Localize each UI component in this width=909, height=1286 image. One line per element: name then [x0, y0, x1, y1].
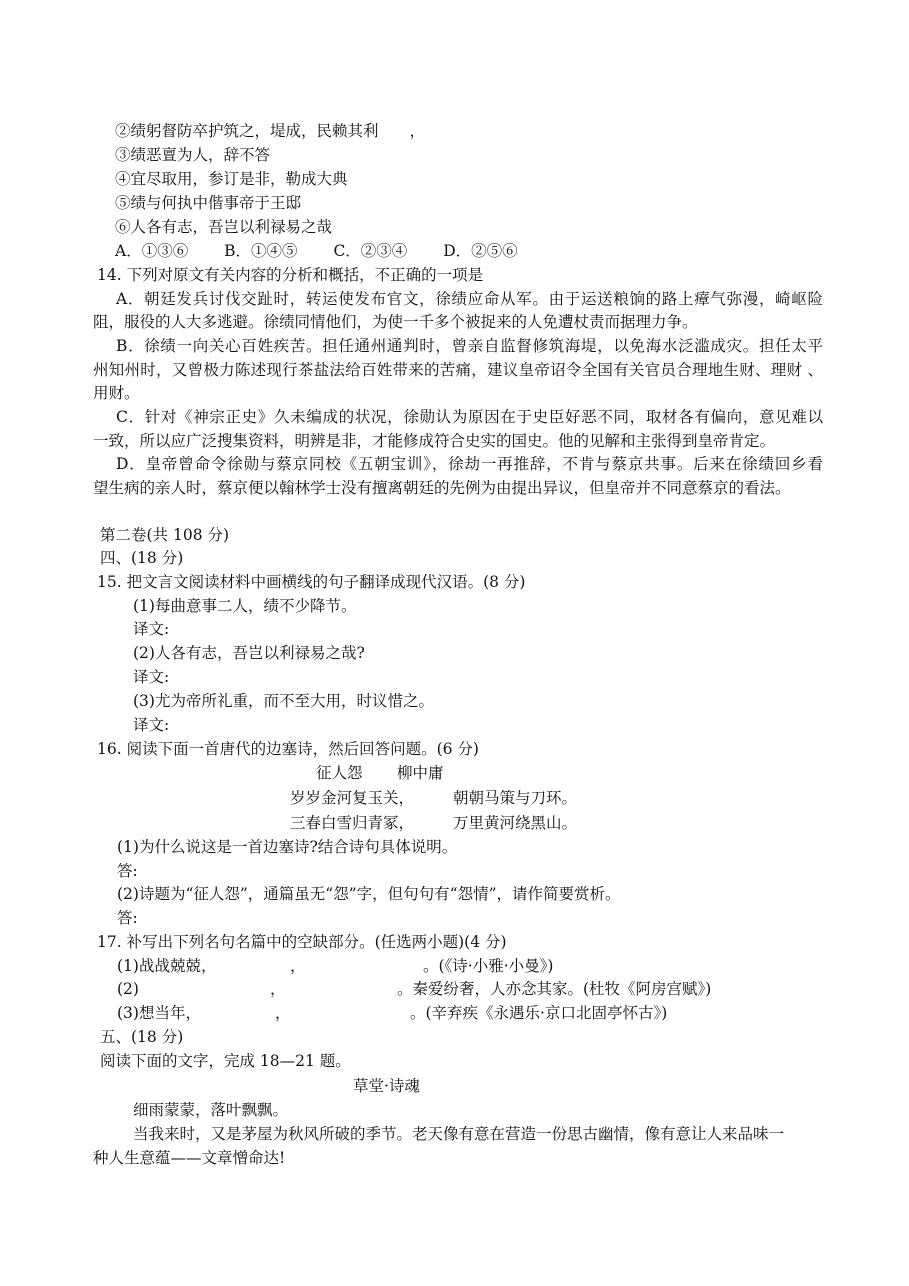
q14-option-b-line1: B．徐绩一向关心百姓疾苦。担任通州通判时，曾亲自监督修筑海堤，以免海水泛滥成灾。担任太平 — [116, 337, 823, 355]
q15-translation-2: 译文: — [133, 668, 170, 686]
q17-item-3-start: (3)想当年， — [117, 1004, 201, 1022]
q16-question-1: (1)为什么说这是一首边塞诗?结合诗句具体说明。 — [117, 838, 458, 856]
q17-stem: 17. 补写出下列名句名篇中的空缺部分。(任选两小题)(4 分) — [97, 933, 507, 951]
poem-author: 柳中庸 — [397, 764, 444, 782]
q15-translation-3: 译文: — [133, 716, 170, 734]
part2-title: 第二卷(共 108 分) — [100, 526, 230, 544]
q15-stem: 15. 把文言文阅读材料中画横线的句子翻译成现代汉语。(8 分) — [97, 573, 526, 591]
q17-item-1-source: 。(《诗·小雅·小曼》) — [423, 957, 554, 975]
q17-item-3-comma: ， — [275, 1004, 291, 1022]
q14-option-c-line1: C．针对《神宗正史》久未编成的状况，徐勋认为原因在于史臣好恶不同，取材各有偏向，意见难以 — [116, 408, 823, 426]
q14-option-b-line2: 州知州时，又曾极力陈述现行茶盐法给百姓带来的苦痛，建议皇帝诏令全国有关官员合理地生财、理财 、 — [93, 361, 823, 379]
essay-title: 草堂·诗魂 — [353, 1077, 420, 1095]
q14-option-d-line2: 望生病的亲人时，蔡京便以翰林学士没有擅离朝廷的先例为由提出异议，但皇帝并不同意蔡京的看法。 — [93, 479, 791, 497]
poem-line-2a: 三春白雪归青冢， — [290, 814, 415, 832]
q17-item-2-start: (2) — [117, 980, 139, 998]
essay-paragraph-1: 细雨蒙蒙，落叶飘飘。 — [133, 1101, 289, 1119]
q13-item-6: ⑥人各有志，吾岂以利禄易之哉 — [115, 218, 333, 236]
q14-stem: 14. 下列对原文有关内容的分析和概括，不正确的一项是 — [97, 266, 484, 284]
poem-title: 征人怨 — [316, 764, 363, 782]
q13-item-2: ②绩躬督防卒护筑之，堤成，民赖其利 ， — [115, 122, 426, 140]
essay-paragraph-2-line1: 当我来时，又是茅屋为秋风所破的季节。老天像有意在营造一份思古幽情，像有意让人来品味一 — [133, 1125, 785, 1143]
q13-item-5: ⑤绩与何执中偕事帝于王邸 — [115, 194, 302, 212]
q15-sentence-1: (1)每曲意事二人，绩不少降节。 — [133, 597, 357, 615]
section-5-instruction: 阅读下面的文字，完成 18—21 题。 — [100, 1052, 351, 1070]
q14-option-d-line1: D．皇帝曾命令徐勋与蔡京同校《五朝宝训》，徐劫一再推辞，不肯与蔡京共事。后来在徐绩回乡看 — [116, 455, 823, 473]
q16-answer-2: 答: — [117, 909, 138, 927]
q13-options: A．①③⑥ B．①④⑤ C．②③④ D．②⑤⑥ — [115, 242, 518, 260]
q16-stem: 16. 阅读下面一首唐代的边塞诗，然后回答问题。(6 分) — [97, 740, 479, 758]
q13-item-4: ④宜尽取用，参订是非，勒成大典 — [115, 170, 348, 188]
q14-option-a-line2: 阻，服役的人大多逃避。徐绩同情他们，为使一千多个被捉来的人免遭杖责而据理力争。 — [93, 313, 698, 331]
q15-sentence-3: (3)尤为帝所礼重，而不至大用，时议惜之。 — [133, 692, 434, 710]
q14-option-c-line2: 一致，所以应广泛搜集资料，明辨是非，才能修成符合史实的国史。他的见解和主张得到皇帝肯定。 — [93, 432, 776, 450]
section-4-title: 四、(18 分) — [100, 549, 184, 567]
section-5-title: 五、(18 分) — [100, 1028, 184, 1046]
q17-item-3-source: 。(辛弃疾《永遇乐·京口北固亭怀古》) — [410, 1004, 668, 1022]
q17-item-2-comma: ， — [270, 980, 286, 998]
q17-item-1-comma: ， — [290, 957, 306, 975]
q17-item-2-source: 。秦爱纷奢，人亦念其家。(杜牧《阿房宫赋》) — [397, 980, 712, 998]
essay-paragraph-2-line2: 种人生意蕴——文章憎命达! — [93, 1149, 286, 1167]
q14-option-b-line3: 用财。 — [93, 384, 140, 402]
q17-item-1-start: (1)战战兢兢， — [117, 957, 217, 975]
q16-answer-1: 答: — [117, 862, 138, 880]
q14-option-a-line1: A．朝廷发兵讨伐交趾时，转运使发布官文，徐绩应命从军。由于运送粮饷的路上瘴气弥漫，崎岖险 — [116, 290, 823, 308]
q15-sentence-2: (2)人各有志，吾岂以利禄易之哉? — [133, 644, 365, 662]
poem-line-1b: 朝朝马策与刀环。 — [453, 789, 578, 807]
q15-translation-1: 译文: — [133, 620, 170, 638]
poem-line-2b: 万里黄河绕黑山。 — [453, 814, 578, 832]
q13-item-3: ③绩恶亶为人，辞不答 — [115, 146, 271, 164]
poem-line-1a: 岁岁金河复玉关， — [290, 789, 415, 807]
q16-question-2: (2)诗题为“征人怨”，通篇虽无“怨”字，但句句有“怨情”，请作简要赏析。 — [117, 885, 621, 903]
